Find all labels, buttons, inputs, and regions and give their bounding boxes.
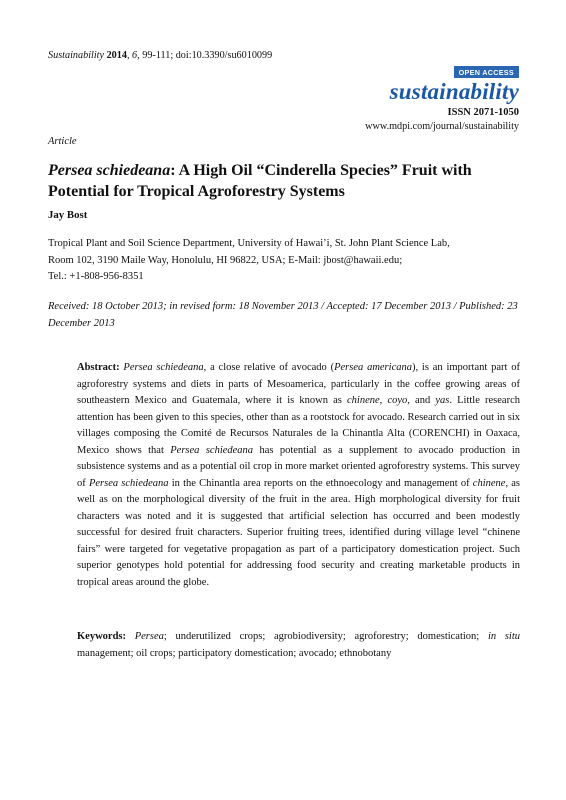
abstract-text: ), is an important part of agroforestry systems and diets in parts of Mesoamerica, particularly in the coffee growing areas of southeastern Mexico and Guatemala, where it is known as (77, 362, 520, 406)
affiliation-line: Tel.: +1-808-956-8351 (48, 271, 144, 282)
affiliation-line: Tropical Plant and Soil Science Department, University of Hawai’i, St. John Plant Science Lab, (48, 238, 450, 249)
abstract-label: Abstract: (77, 362, 120, 373)
abstract-italic: coyo (387, 395, 408, 406)
author: Jay Bost (48, 209, 88, 221)
title-rest: : A High Oil “Cinderella Species” Fruit with Potential for Tropical Agroforestry Systems (48, 162, 472, 200)
abstract-italic: Persea schiedeana (170, 444, 254, 456)
abstract-italic: Persea americana (334, 362, 412, 373)
article-title (48, 160, 518, 202)
keyword-text: ; underutilized crops; agrobiodiversity; agroforestry; domestication; (163, 631, 488, 642)
issn: ISSN 2071-1050 (447, 107, 519, 118)
journal-url[interactable]: www.mdpi.com/journal/sustainability (365, 121, 519, 132)
citation-journal: Sustainability (48, 50, 105, 61)
abstract-italic: Persea schiedeana (123, 362, 204, 373)
citation-volume: 6 (132, 50, 138, 61)
publication-dates: Received: 18 October 2013; in revised form: 18 November 2013 / Accepted: 17 December 2013 / Published: 23 December 2013 (48, 301, 518, 329)
affiliation-line: Room 102, 3190 Maile Way, Honolulu, HI 96822, USA; E-Mail: jbost@hawaii.edu; (48, 254, 403, 266)
keyword-text: management; oil crops; participatory domestication; avocado; ethnobotany (77, 647, 392, 659)
citation-rest: , 99-111; doi:10.3390/su6010099 (137, 50, 273, 61)
abstract-text: in the Chinantla area reports on the ethnoecology and management of (168, 477, 473, 489)
keyword-italic: Persea (134, 631, 164, 642)
abstract-italic: yas (435, 395, 450, 406)
keyword-italic: in situ (487, 631, 521, 642)
abstract-text: . Little research attention has been given to this species, other than as a rootstock for avocado. Research carried out in six villages composing the Comité de Recursos Naturales de la Chinantla Alta (CORENCHI) in Oaxaca, Mexico shows that (77, 395, 520, 456)
abstract-text: has potential as a supplement to avocado production in subsistence systems and as a potential oil crop in more market oriented agroforestry systems. This survey of (77, 444, 520, 489)
keywords-label: Keywords: (77, 631, 126, 642)
abstract-italic: Persea schiedeana (88, 477, 169, 489)
abstract (77, 360, 520, 591)
abstract-text: , as well as on the morphological diversity of the fruit in the area. High morphological diversity for fruit characters was noted and it is suggested that artificial selection has occurred and been modestly successful for desired fruit characters. Superior fruiting trees, identified during village level “chinene fairs” were targeted for vegetative propagation as part of a participatory domestication project. Such superior genotypes hold potential for addressing food security and creating marketable products in tropical areas around the globe. (77, 477, 521, 588)
abstract-text: , and (407, 395, 436, 406)
journal-logo: sustainability (389, 79, 519, 104)
citation-line: Sustainability 2014, 6, 99-111; doi:10.3390/su6010099 (48, 50, 273, 61)
title-species: Persea schiedeana (48, 162, 171, 179)
citation-year: 2014 (106, 50, 127, 61)
abstract-text: , a close relative of avocado ( (203, 362, 335, 373)
article-type: Article (48, 136, 77, 147)
open-access-badge: OPEN ACCESS (454, 66, 519, 78)
abstract-italic: chinene (347, 395, 380, 406)
keywords (77, 629, 520, 662)
abstract-italic: chinene (472, 477, 506, 489)
affiliation (48, 236, 520, 286)
abstract-text: , (379, 395, 388, 406)
